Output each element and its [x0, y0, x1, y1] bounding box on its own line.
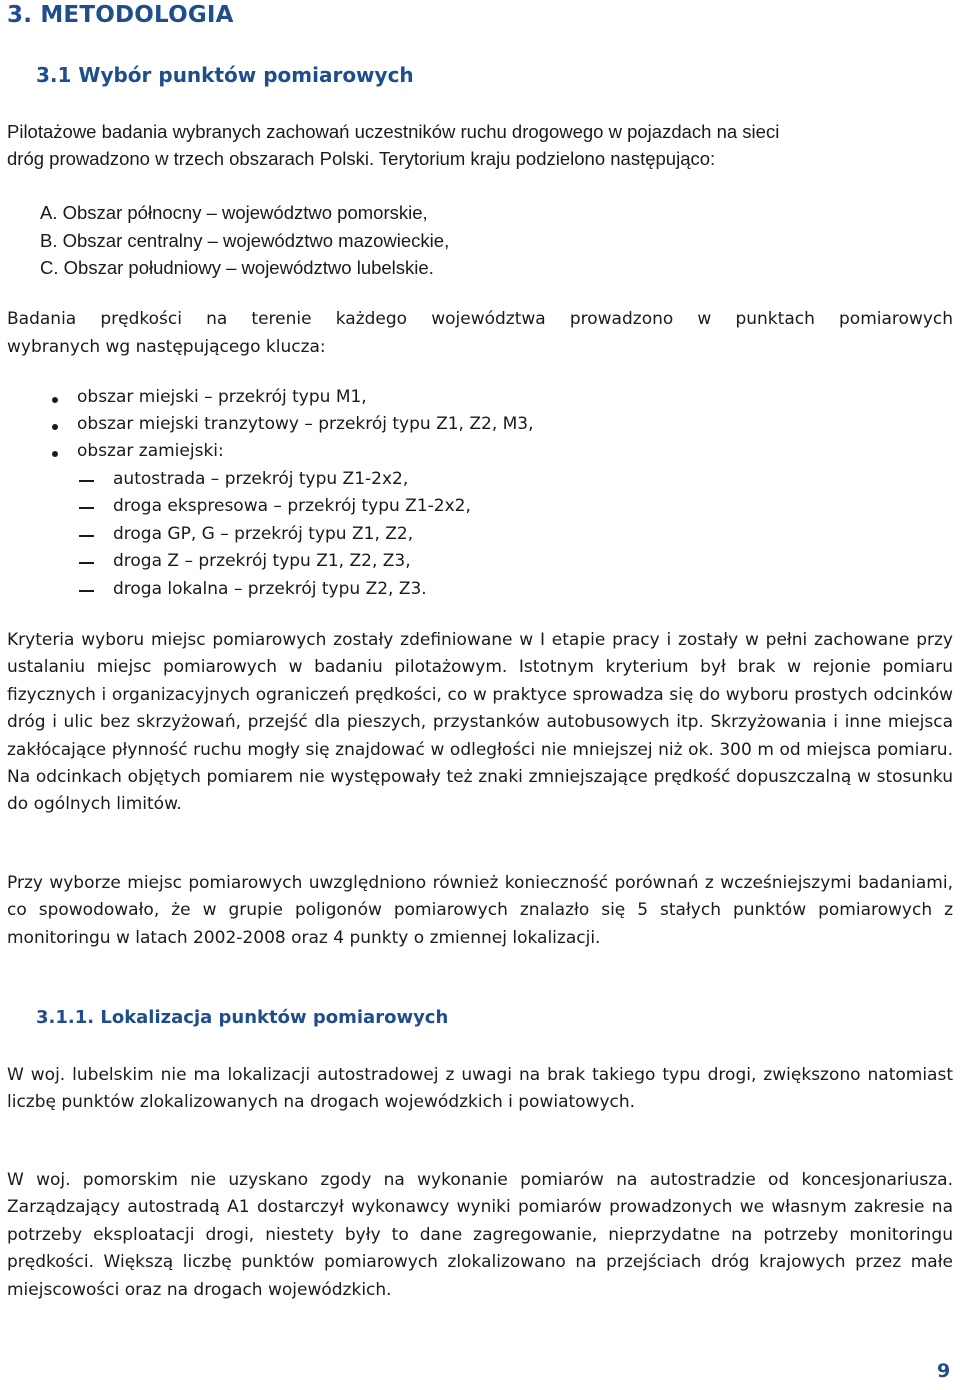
speed-study-line-1: Badania prędkości na terenie każdego województwa prowadzono w punktach pomiarowych [7, 309, 953, 329]
chapter-heading: 3. METODOLOGIA [7, 2, 234, 28]
region-item-c: C. Obszar południowy – województwo lubelskie. [40, 257, 434, 278]
dash-icon [79, 562, 94, 564]
dash-icon [79, 480, 94, 482]
key-item-urban-transit: obszar miejski tranzytowy – przekrój typu Z1, Z2, M3, [77, 414, 534, 434]
key-item-rural: obszar zamiejski: [77, 441, 224, 461]
subsection-heading: 3.1.1. Lokalizacja punktów pomiarowych [36, 1007, 449, 1028]
bullet-icon [52, 424, 58, 430]
page-number: 9 [937, 1360, 951, 1382]
bullet-icon [52, 451, 58, 457]
section-heading: 3.1 Wybór punktów pomiarowych [36, 63, 414, 87]
criteria-paragraph: Kryteria wyboru miejsc pomiarowych zostały zdefiniowane w I etapie pracy i zostały w pełni zachowane przy ustalaniu miejsc pomiarowych w badaniu pilotażowym. Istotnym kryterium był brak w rejonie pomiaru fizycznych i organizacyjnych ograniczeń prędkości, co w praktyce sprowadza się do wyboru prostych odcinków dróg i ulic bez skrzyżowań, przejść dla pieszych, przystanków autobusowych itp. Skrzyżowania i inne miejsca zakłócające płynność ruchu mogły się znajdować w odległości nie mniejszej niż ok. 300 m od miejsca pomiaru. Na odcinkach objętych pomiarem nie występowały też znaki zmniejszające prędkość dopuszczalną w stosunku do ogólnych limitów. [7, 630, 953, 815]
lubelskie-paragraph: W woj. lubelskim nie ma lokalizacji autostradowej z uwagi na brak takiego typu drogi, zwiększono natomiast liczbę punktów zlokalizowanych na drogach wojewódzkich i powiatowych. [7, 1065, 953, 1113]
intro-line-2: dróg prowadzono w trzech obszarach Polski. Terytorium kraju podzielono następująco: [7, 148, 716, 169]
speed-study-line-2: wybranych wg następującego klucza: [7, 337, 326, 357]
key-item-urban: obszar miejski – przekrój typu M1, [77, 387, 367, 407]
rural-item-z: droga Z – przekrój typu Z1, Z2, Z3, [113, 551, 411, 571]
dash-icon [79, 590, 94, 592]
dash-icon [79, 535, 94, 537]
rural-item-local: droga lokalna – przekrój typu Z2, Z3. [113, 579, 427, 599]
bullet-icon [52, 397, 58, 403]
pomorskie-paragraph: W woj. pomorskim nie uzyskano zgody na wykonanie pomiarów na autostradzie od koncesjonariusza. Zarządzający autostradą A1 dostarczył wykonawcy wyniki pomiarów prowadzonych we własnym zakresie na potrzeby eksploatacji drogi, niestety były to dane zagregowanie, nieprzydatne na potrzeby monitoringu prędkości. Większą liczbę punktów pomiarowych zlokalizowano na przejściach dróg krajowych przez małe miejscowości oraz na drogach wojewódzkich. [7, 1170, 953, 1300]
region-item-b: B. Obszar centralny – województwo mazowieckie, [40, 230, 450, 251]
dash-icon [79, 507, 94, 509]
selection-paragraph: Przy wyborze miejsc pomiarowych uwzględniono również konieczność porównań z wcześniejszymi badaniami, co spowodowało, że w grupie poligonów pomiarowych znalazło się 5 stałych punktów pomiarowych z monitoringu w latach 2002-2008 oraz 4 punkty o zmiennej lokalizacji. [7, 873, 953, 948]
rural-item-motorway: autostrada – przekrój typu Z1-2x2, [113, 469, 409, 489]
intro-line-1: Pilotażowe badania wybranych zachowań uczestników ruchu drogowego w pojazdach na sieci [7, 121, 780, 142]
rural-item-expressway: droga ekspresowa – przekrój typu Z1-2x2, [113, 496, 471, 516]
region-item-a: A. Obszar północny – województwo pomorskie, [40, 202, 428, 223]
rural-item-gp-g: droga GP, G – przekrój typu Z1, Z2, [113, 524, 414, 544]
